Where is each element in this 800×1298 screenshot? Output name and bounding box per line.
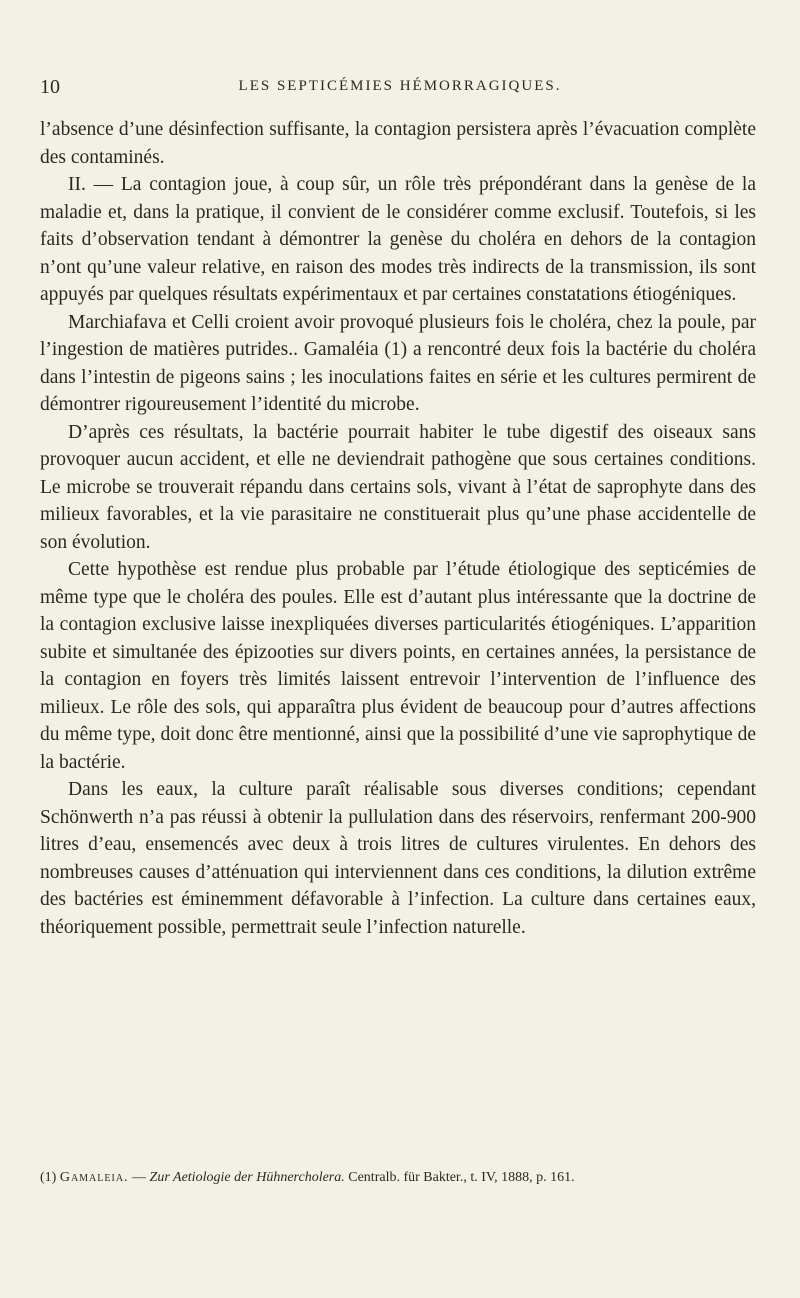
running-head [40, 76, 760, 100]
footnote-reference: Centralb. für Bakter., t. IV, 1888, p. 161. [348, 1170, 575, 1185]
footnote [40, 1168, 756, 1188]
footnote-work: Zur Aetiologie der Hühnercholera. [149, 1170, 345, 1185]
footnote-marker: (1) [40, 1170, 57, 1185]
page-number: 10 [40, 76, 60, 98]
paragraph-3: Marchiafava et Celli croient avoir provoqué plusieurs fois le choléra, chez la poule, par l’ingestion de matières putrides.. Gamaléia (1) a rencontré deux fois la bactérie du choléra dans l’intestin de pigeons sains ; les inoculations faites en série et les cultures permirent de démontrer rigoureusement l’identité du microbe. [40, 311, 756, 415]
footnote-dash: — [132, 1170, 147, 1185]
footnote-author: Gamaleia. [59, 1170, 129, 1185]
paragraph-1: l’absence d’une désinfection suffisante, la contagion persistera après l’évacuation complète des contaminés. [40, 119, 756, 168]
paragraph-5: Cette hypothèse est rendue plus probable par l’étude étiologique des septicémies de même type que le choléra des poules. Elle est d’autant plus intéressante que la doctrine de la contagion exclusive laisse inexpliquées diverses particularités étiogéniques. L’apparition subite et simultanée des épizooties sur divers points, en certaines années, la persistance de la contagion en foyers très limités laissent entrevoir l’intervention de l’influence des milieux. Le rôle des sols, qui apparaîtra plus évident de beaucoup pour d’autres affections du même type, doit donc être mentionné, ainsi que la possibilité d’une vie saprophytique de la bactérie. [40, 559, 756, 773]
paragraph-4: D’après ces résultats, la bactérie pourrait habiter le tube digestif des oiseaux sans provoquer aucun accident, et elle ne deviendrait pathogène que sous certaines conditions. Le microbe se trouverait répandu dans certains sols, vivant à l’état de saprophyte dans des milieux favorables, et la vie parasitaire ne constituerait plus qu’une phase accidentelle de son évolution. [40, 421, 756, 553]
running-title: LES SEPTICÉMIES HÉMORRAGIQUES. [238, 78, 562, 94]
body-text [40, 116, 756, 941]
paragraph-2: II. — La contagion joue, à coup sûr, un rôle très prépondérant dans la genèse de la maladie et, dans la pratique, il convient de le considérer comme exclusif. Toutefois, si les faits d’observation tendant à démontrer la genèse du choléra en dehors de la contagion n’ont qu’une valeur relative, en raison des modes très indirects de la transmission, ils sont appuyés par quelques résultats expérimentaux et par certaines constatations étiogéniques. [40, 174, 756, 305]
paragraph-6: Dans les eaux, la culture paraît réalisable sous diverses conditions; cependant Schönwerth n’a pas réussi à obtenir la pullulation dans des réservoirs, renfermant 200-900 litres d’eau, ensemencés avec deux à trois litres de cultures virulentes. En dehors des nombreuses causes d’atténuation qui interviennent dans ces conditions, la dilution extrême des bactéries est éminemment défavorable à l’infection. La culture dans certaines eaux, théoriquement possible, permettrait seule l’infection naturelle. [40, 779, 756, 938]
